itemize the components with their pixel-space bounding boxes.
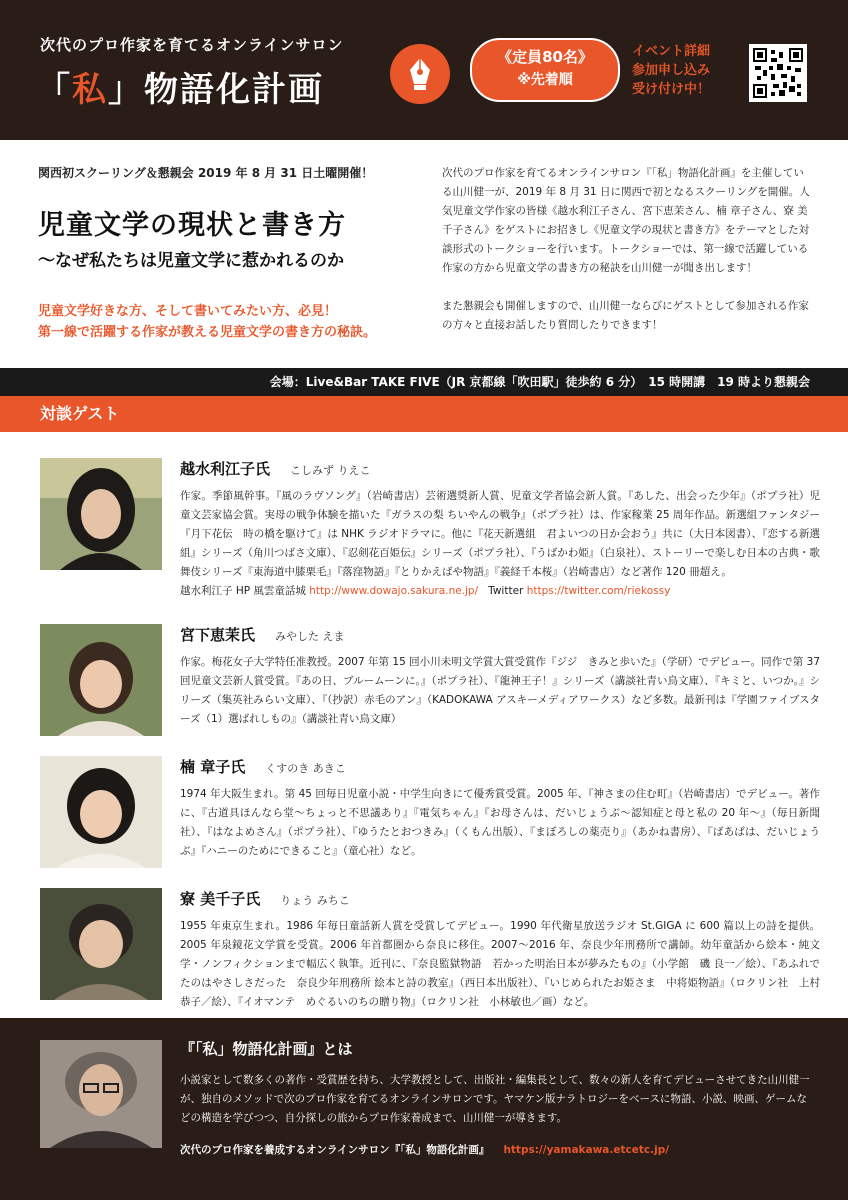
- guest-body: [180, 624, 820, 729]
- event-title: 児童文学の現状と書き方: [38, 210, 346, 241]
- event-line: 受け付け中！: [632, 82, 711, 97]
- header-title: [36, 62, 324, 111]
- guest-bio: 1974 年大阪生まれ。第 45 回毎日児童小説・中学生向きにて優秀賞受賞。2005 年、『神さまの住む町』（岩崎書店）でデビュー。著作に、『古道具ほんなら堂～ちょっと不思議あり』『電気ちゃん』『お母さんは、だいじょうぶ～認知症と母と私の 20 年～』（毎日新聞社）、『はなよめさん』（ポプラ社）、『ゆうたとおつきみ』（くもん出版）、『まぼろしの薬売り』（あかね書房）、『ばあばは、だいじょうぶ』『ハニーのためにできること』（童心社）など。: [180, 788, 820, 857]
- title-bracket-close: 」: [108, 70, 144, 110]
- guest-kana: くすのき あきこ: [265, 762, 346, 775]
- guest-photo: [40, 458, 162, 570]
- guest-photo: [40, 888, 162, 1000]
- quota-badge: [470, 38, 620, 102]
- host-photo: [40, 1040, 162, 1148]
- guest-name-text: 楠 章子氏: [180, 758, 246, 776]
- guest-name: [180, 888, 820, 909]
- guest-kana: みやした えま: [275, 630, 345, 643]
- guest-bio: 1955 年東京生まれ。1986 年毎日童話新人賞を受賞してデビュー。1990 年代衛星放送ラジオ St.GIGA に 600 篇以上の詩を提供。2005 年泉鏡花文学賞を受賞。2006 年首都圏から奈良に移住。2007～2016 年、奈良少年刑務所で講師。幼年童話から絵本・純文学・ノンフィクションまで幅広く執筆。近刊に、『奈良監獄物語 若かった明治日本が夢みたもの』（小学館 磯 良一／絵）、『あふれでたのはやさしさだった 奈良少年刑務所 絵本と詩の教室』（西日本出版社）、『いじめられたお姫さま 中将姫物語』（ロクリン社 上村恭子／絵）、『イオマンテ めぐるいのちの贈り物』（ロクリン社 小林敏也／画）など。: [180, 920, 820, 1008]
- guest-section-header: 対談ゲスト: [0, 396, 848, 432]
- intro-paragraph: また懇親会も開催しますので、山川健一ならびにゲストとして参加される作家の方々と直接お話したり質問したりできます！: [442, 300, 809, 331]
- guest-bio: 作家。季節風幹事。『風のラヴソング』（岩崎書店）芸術選奨新人賞、児童文学者協会新人賞。『あした、出会った少年』（ポプラ社）児童文芸家協会賞。実母の戦争体験を描いた『ガラスの梨 ちいやんの戦争』（ポプラ社）は、作家稼業 25 周年作品。新選組ファンタジー『月下花伝 時の橋を駆けて』は NHK ラジオドラマに。他に『花天新選組 君よいつの日か会おう』共に（大日本図書）、『恋する新選組』シリーズ（角川つばさ文庫）、『忍剣花百姫伝』シリーズ（ポプラ社）、『うばかわ姫』（白泉社）、ストーリーで楽しむ日本の古典・歌舞伎シリーズ『東海道中膝栗毛』『落窪物語』『とりかえばや物語』『義経千本桜』（岩崎書店）など著作 120 冊超え。: [180, 490, 820, 578]
- event-subtitle: ～なぜ私たちは児童文学に惹かれるのか: [38, 251, 344, 271]
- pitch-text: [38, 301, 428, 343]
- quota-line1: 《定員80名》: [497, 48, 593, 66]
- footer-body: [180, 1038, 810, 1157]
- guest-body: [180, 458, 820, 601]
- footer-link[interactable]: https://yamakawa.etcetc.jp/: [503, 1144, 670, 1156]
- guest-photo: [40, 756, 162, 868]
- guest-hp-label: 越水利江子 HP 風雲童話城: [180, 585, 306, 597]
- guest-name-text: 宮下恵茉氏: [180, 626, 256, 644]
- guest-twitter-link[interactable]: https://twitter.com/riekossy: [526, 585, 671, 597]
- intro-paragraph: 次代のプロ作家を育てるオンラインサロン『「私」物語化計画』を主催している山川健一が、2019 年 8 月 31 日に関西で初となるスクーリングを開催。人気児童文学作家の皆様《越水利江子さん、宮下恵茉さん、楠 章子さん、寮 美千子さん》をゲストにお招きし《児童文学の現状と書き方》をテーマとした対談形式のトークショーを行います。トークショーでは、第一線で活躍している作家の方から児童文学の書き方の秘訣を山川健一が聞き出します！: [442, 167, 810, 274]
- guest-name: [180, 458, 820, 479]
- pitch-line: 児童文学好きな方、そして書いてみたい方、必見！: [38, 304, 338, 319]
- guest-links: [180, 582, 820, 601]
- title-rest: 物語化計画: [144, 70, 324, 110]
- guest-body: [180, 756, 820, 861]
- footer-text: 小説家として数多くの著作・受賞歴を持ち、大学教授として、出版社・編集長として、数々の新人を育てデビューさせてきた山川健一が、独自のメソッドで次のプロ作家を育てるオンラインサロンです。ヤマケン版ナラトロジーをベースに物語、小説、映画、ゲームなどの構造を学びつつ、自分探しの旅からプロ作家養成まで、山川健一が導きます。: [180, 1074, 810, 1124]
- guest-twitter-label: Twitter: [488, 585, 524, 597]
- guest-name-text: 越水利江子氏: [180, 460, 271, 478]
- guest-kana: こしみず りえこ: [290, 464, 371, 477]
- schooling-date: 関西初スクーリング＆懇親会 2019 年 8 月 31 日土曜開催！: [38, 166, 374, 180]
- venue-bar: 会場：Live&Bar TAKE FIVE（JR 京都線「吹田駅」徒歩約 6 分） 15 時開講 19 時より懇親会: [0, 368, 848, 396]
- footer-link-label: 次代のプロ作家を養成するオンラインサロン『「私」物語化計画』: [180, 1144, 490, 1156]
- guest-kana: りょう みちこ: [280, 894, 350, 907]
- intro-left-column: [38, 164, 428, 343]
- qr-code-icon[interactable]: [749, 44, 807, 102]
- pitch-line: 第一線で活躍する作家が教える児童文学の書き方の秘訣。: [38, 325, 377, 340]
- footer-title: 『「私」物語化計画』とは: [180, 1040, 353, 1058]
- guest-name-text: 寮 美千子氏: [180, 890, 261, 908]
- guest-name: [180, 756, 820, 777]
- title-bracket-open: 「: [36, 70, 72, 110]
- event-line: イベント詳細: [632, 44, 711, 59]
- header-subtitle: 次代のプロ作家を育てるオンラインサロン: [40, 36, 344, 54]
- title-accent: 私: [72, 70, 108, 110]
- event-registration-text: [632, 42, 744, 99]
- footer-about: [0, 1018, 848, 1200]
- guest-name: [180, 624, 820, 645]
- quota-line2: ※先着順: [517, 72, 573, 88]
- fountain-pen-icon: [390, 44, 450, 104]
- intro-right-column: [442, 164, 814, 354]
- event-line: 参加申し込み: [632, 63, 711, 78]
- guest-photo: [40, 624, 162, 736]
- header-banner: [0, 0, 848, 140]
- footer-link-row: [180, 1142, 810, 1157]
- guest-bio: 作家。梅花女子大学特任准教授。2007 年第 15 回小川未明文学賞大賞受賞作『ジジ きみと歩いた』（学研）でデビュー。同作で第 37 回児童文芸新人賞受賞。『あの日、ブルームーンに。』（ポプラ社）、『龍神王子！』シリーズ（講談社青い鳥文庫）、『キミと、いつか。』シリーズ（集英社みらい文庫）、『（抄訳）赤毛のアン』（KADOKAWA アスキーメディアワークス）など多数。最新刊は『学園ファイブスターズ（1）選ばれしもの』（講談社青い鳥文庫）: [180, 656, 820, 725]
- guest-body: [180, 888, 820, 1012]
- guest-hp-link[interactable]: http://www.dowajo.sakura.ne.jp/: [309, 585, 479, 597]
